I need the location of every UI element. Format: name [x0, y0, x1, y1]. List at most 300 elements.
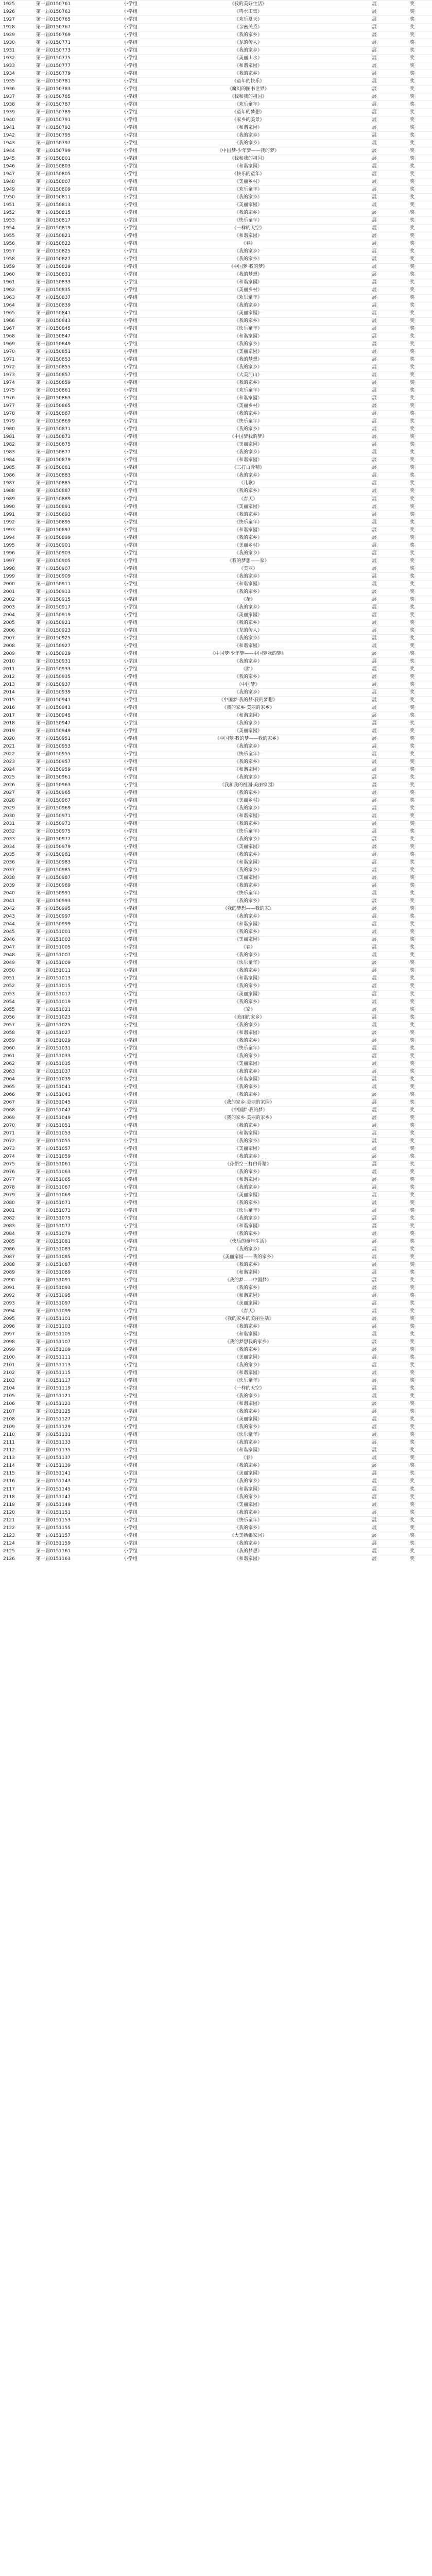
table-row [0, 1478, 432, 1485]
entry-code: 第一届0150935 [36, 673, 124, 681]
table-row [0, 596, 432, 604]
award-level: 展 [356, 944, 392, 952]
work-title: 《我的家乡》 [181, 1246, 315, 1253]
award-level: 展 [356, 248, 392, 256]
entry-code: 第一届0150873 [36, 433, 124, 441]
award-level: 展 [356, 797, 392, 805]
spacer-cell [315, 542, 356, 550]
entry-code: 第一届0150915 [36, 596, 124, 604]
award-level: 展 [356, 952, 392, 959]
award-type: 奖 [392, 751, 432, 758]
work-title: 《我的家乡》 [181, 952, 315, 959]
entry-code: 第一届0151055 [36, 1138, 124, 1145]
award-type: 奖 [392, 1478, 432, 1485]
table-row [0, 1447, 432, 1454]
work-title: 《我的家乡》 [181, 1346, 315, 1354]
award-level: 展 [356, 550, 392, 557]
group-label: 小学组 [124, 55, 181, 62]
award-level: 展 [356, 519, 392, 527]
award-level: 展 [356, 1022, 392, 1029]
spacer-cell [315, 588, 356, 596]
group-label: 小学组 [124, 867, 181, 874]
award-level: 展 [356, 24, 392, 31]
table-row [0, 797, 432, 805]
spacer-cell [315, 511, 356, 519]
group-label: 小学组 [124, 132, 181, 140]
entry-code: 第一届0150923 [36, 627, 124, 635]
award-level: 展 [356, 178, 392, 186]
award-type: 奖 [392, 116, 432, 124]
row-number: 1931 [0, 47, 36, 55]
work-title: 《美丽家园》 [181, 612, 315, 619]
row-number: 1991 [0, 511, 36, 519]
table-row [0, 317, 432, 325]
award-type: 奖 [392, 1501, 432, 1509]
row-number: 1960 [0, 271, 36, 279]
spacer-cell [315, 1540, 356, 1548]
award-level: 展 [356, 851, 392, 859]
entry-code: 第一届0150771 [36, 39, 124, 47]
row-number: 2098 [0, 1338, 36, 1346]
spacer-cell [315, 55, 356, 62]
table-row [0, 1083, 432, 1091]
table-row [0, 348, 432, 356]
entry-code: 第一届0150833 [36, 279, 124, 286]
work-title: 《和谐家园》 [181, 232, 315, 240]
entry-code: 第一届0150835 [36, 286, 124, 294]
table-row [0, 1076, 432, 1083]
entry-code: 第一届0151043 [36, 1091, 124, 1099]
award-level: 展 [356, 890, 392, 897]
award-level: 展 [356, 1153, 392, 1161]
award-type: 奖 [392, 16, 432, 24]
table-row [0, 1037, 432, 1045]
table-row [0, 62, 432, 70]
table-row [0, 890, 432, 897]
award-table-body [0, 1, 432, 1563]
group-label: 小学组 [124, 333, 181, 341]
work-title: 《我的家乡》 [181, 1184, 315, 1192]
work-title: 《快乐童年》 [181, 1045, 315, 1053]
work-title: 《春天》 [181, 496, 315, 503]
spacer-cell [315, 689, 356, 697]
work-title: 《美丽家园》 [181, 727, 315, 735]
award-level: 展 [356, 1230, 392, 1238]
group-label: 小学组 [124, 379, 181, 387]
work-title: 《我的家乡》 [181, 1393, 315, 1400]
row-number: 2022 [0, 751, 36, 758]
row-number: 1928 [0, 24, 36, 31]
award-type: 奖 [392, 341, 432, 348]
group-label: 小学组 [124, 464, 181, 472]
row-number: 1927 [0, 16, 36, 24]
group-label: 小学组 [124, 1, 181, 8]
spacer-cell [315, 93, 356, 101]
row-number: 1976 [0, 395, 36, 402]
spacer-cell [315, 371, 356, 379]
award-level: 展 [356, 70, 392, 78]
spacer-cell [315, 534, 356, 542]
award-type: 奖 [392, 39, 432, 47]
award-level: 展 [356, 557, 392, 565]
entry-code: 第一届0150855 [36, 364, 124, 371]
table-row [0, 697, 432, 704]
award-level: 展 [356, 650, 392, 658]
award-level: 展 [356, 727, 392, 735]
spacer-cell [315, 1354, 356, 1362]
group-label: 小学组 [124, 456, 181, 464]
award-level: 展 [356, 735, 392, 743]
row-number: 1974 [0, 379, 36, 387]
award-level: 展 [356, 1199, 392, 1207]
work-title: 《花》 [181, 596, 315, 604]
award-type: 奖 [392, 472, 432, 480]
award-type: 奖 [392, 681, 432, 689]
entry-code: 第一届0151105 [36, 1331, 124, 1338]
spacer-cell [315, 8, 356, 16]
award-type: 奖 [392, 1517, 432, 1524]
spacer-cell [315, 681, 356, 689]
entry-code: 第一届0151035 [36, 1060, 124, 1068]
group-label: 小学组 [124, 1509, 181, 1517]
award-type: 奖 [392, 596, 432, 604]
award-type: 奖 [392, 991, 432, 998]
award-type: 奖 [392, 209, 432, 217]
spacer-cell [315, 1494, 356, 1501]
group-label: 小学组 [124, 147, 181, 155]
entry-code: 第一届0150857 [36, 371, 124, 379]
group-label: 小学组 [124, 1261, 181, 1269]
award-type: 奖 [392, 1045, 432, 1053]
work-title: 《我的梦想——我的家》 [181, 905, 315, 913]
row-number: 1932 [0, 55, 36, 62]
table-row [0, 1091, 432, 1099]
row-number: 1938 [0, 101, 36, 109]
spacer-cell [315, 449, 356, 456]
award-level: 展 [356, 1323, 392, 1331]
table-row [0, 1548, 432, 1555]
row-number: 1937 [0, 93, 36, 101]
table-row [0, 147, 432, 155]
award-level: 展 [356, 1548, 392, 1555]
spacer-cell [315, 874, 356, 882]
award-type: 奖 [392, 333, 432, 341]
work-title: 《我的家乡》 [181, 673, 315, 681]
row-number: 2057 [0, 1022, 36, 1029]
table-row [0, 1161, 432, 1168]
award-type: 奖 [392, 132, 432, 140]
award-type: 奖 [392, 967, 432, 975]
group-label: 小学组 [124, 820, 181, 828]
table-row [0, 194, 432, 201]
group-label: 小学组 [124, 1494, 181, 1501]
work-title: 《我的家乡》 [181, 882, 315, 890]
spacer-cell [315, 1478, 356, 1485]
table-row [0, 1354, 432, 1362]
award-level: 展 [356, 426, 392, 433]
table-row [0, 867, 432, 874]
table-row [0, 1215, 432, 1223]
work-title: 《和谐家园》 [181, 1130, 315, 1138]
entry-code: 第一届0150813 [36, 201, 124, 209]
table-row [0, 433, 432, 441]
award-type: 奖 [392, 325, 432, 333]
award-type: 奖 [392, 766, 432, 774]
award-level: 展 [356, 371, 392, 379]
award-level: 展 [356, 356, 392, 364]
row-number: 2029 [0, 805, 36, 812]
group-label: 小学组 [124, 1184, 181, 1192]
award-type: 奖 [392, 1029, 432, 1037]
work-title: 《和谐家园》 [181, 62, 315, 70]
entry-code: 第一届0151151 [36, 1509, 124, 1517]
spacer-cell [315, 395, 356, 402]
award-type: 奖 [392, 194, 432, 201]
award-level: 展 [356, 464, 392, 472]
award-level: 展 [356, 805, 392, 812]
award-level: 展 [356, 1439, 392, 1447]
award-level: 展 [356, 905, 392, 913]
group-label: 小学组 [124, 534, 181, 542]
spacer-cell [315, 550, 356, 557]
row-number: 2101 [0, 1362, 36, 1369]
award-type: 奖 [392, 921, 432, 928]
entry-code: 第一届0150797 [36, 140, 124, 147]
work-title: 《我的家乡》 [181, 364, 315, 371]
award-type: 奖 [392, 1470, 432, 1478]
work-title: 《龙的传人》 [181, 39, 315, 47]
award-level: 展 [356, 348, 392, 356]
row-number: 2070 [0, 1122, 36, 1130]
row-number: 2012 [0, 673, 36, 681]
award-level: 展 [356, 1207, 392, 1215]
work-title: 《梦》 [181, 666, 315, 673]
award-type: 奖 [392, 1323, 432, 1331]
table-row [0, 248, 432, 256]
award-level: 展 [356, 1122, 392, 1130]
award-type: 奖 [392, 395, 432, 402]
table-row [0, 263, 432, 271]
table-row [0, 944, 432, 952]
entry-code: 第一届0150945 [36, 712, 124, 720]
group-label: 小学组 [124, 93, 181, 101]
award-level: 展 [356, 433, 392, 441]
entry-code: 第一届0151031 [36, 1045, 124, 1053]
group-label: 小学组 [124, 86, 181, 93]
work-title: 《我的家乡》 [181, 1524, 315, 1532]
group-label: 小学组 [124, 836, 181, 843]
award-level: 展 [356, 86, 392, 93]
row-number: 1984 [0, 456, 36, 464]
row-number: 1933 [0, 62, 36, 70]
table-row [0, 581, 432, 588]
award-type: 奖 [392, 70, 432, 78]
spacer-cell [315, 1, 356, 8]
row-number: 2002 [0, 596, 36, 604]
row-number: 1934 [0, 70, 36, 78]
work-title: 《我的家乡》 [181, 1494, 315, 1501]
entry-code: 第一届0151093 [36, 1284, 124, 1292]
work-title: 《我的家乡》 [181, 1138, 315, 1145]
spacer-cell [315, 1045, 356, 1053]
entry-code: 第一届0150967 [36, 797, 124, 805]
group-label: 小学组 [124, 642, 181, 650]
spacer-cell [315, 1315, 356, 1323]
spacer-cell [315, 109, 356, 116]
row-number: 2095 [0, 1315, 36, 1323]
spacer-cell [315, 379, 356, 387]
award-type: 奖 [392, 944, 432, 952]
table-row [0, 1207, 432, 1215]
row-number: 1939 [0, 109, 36, 116]
table-row [0, 959, 432, 967]
row-number: 1995 [0, 542, 36, 550]
group-label: 小学组 [124, 519, 181, 527]
award-level: 展 [356, 565, 392, 573]
spacer-cell [315, 820, 356, 828]
entry-code: 第一届0150963 [36, 782, 124, 789]
award-level: 展 [356, 1393, 392, 1400]
work-title: 《我的梦想》 [181, 356, 315, 364]
entry-code: 第一届0150889 [36, 496, 124, 503]
table-row [0, 666, 432, 673]
table-row [0, 991, 432, 998]
entry-code: 第一届0151107 [36, 1338, 124, 1346]
table-row [0, 371, 432, 379]
entry-code: 第一届0150913 [36, 588, 124, 596]
row-number: 1950 [0, 194, 36, 201]
table-row [0, 1060, 432, 1068]
spacer-cell [315, 263, 356, 271]
table-row [0, 310, 432, 317]
group-label: 小学组 [124, 1431, 181, 1439]
entry-code: 第一届0151051 [36, 1122, 124, 1130]
row-number: 1979 [0, 418, 36, 426]
work-title: 《我的家乡》 [181, 604, 315, 612]
table-row [0, 31, 432, 39]
table-row [0, 1238, 432, 1246]
group-label: 小学组 [124, 441, 181, 449]
row-number: 1980 [0, 426, 36, 433]
award-level: 展 [356, 627, 392, 635]
award-level: 展 [356, 1555, 392, 1563]
row-number: 2001 [0, 588, 36, 596]
table-row [0, 101, 432, 109]
spacer-cell [315, 317, 356, 325]
table-row [0, 921, 432, 928]
award-level: 展 [356, 441, 392, 449]
table-row [0, 1555, 432, 1563]
entry-code: 第一届0151111 [36, 1354, 124, 1362]
work-title: 《欢乐童年》 [181, 294, 315, 302]
table-row [0, 534, 432, 542]
entry-code: 第一届0150823 [36, 240, 124, 248]
award-type: 奖 [392, 874, 432, 882]
table-row [0, 967, 432, 975]
spacer-cell [315, 333, 356, 341]
spacer-cell [315, 720, 356, 727]
work-title: 《我的家乡》 [181, 1509, 315, 1517]
row-number: 2020 [0, 735, 36, 743]
award-level: 展 [356, 1354, 392, 1362]
entry-code: 第一届0151115 [36, 1369, 124, 1377]
award-type: 奖 [392, 1354, 432, 1362]
row-number: 2123 [0, 1532, 36, 1540]
work-title: 《和谐家园》 [181, 1369, 315, 1377]
group-label: 小学组 [124, 426, 181, 433]
row-number: 2018 [0, 720, 36, 727]
entry-code: 第一届0150985 [36, 867, 124, 874]
award-level: 展 [356, 217, 392, 225]
table-row [0, 673, 432, 681]
award-level: 展 [356, 712, 392, 720]
group-label: 小学组 [124, 666, 181, 673]
award-type: 奖 [392, 959, 432, 967]
award-type: 奖 [392, 1300, 432, 1308]
award-level: 展 [356, 132, 392, 140]
award-level: 展 [356, 1300, 392, 1308]
entry-code: 第一届0150893 [36, 511, 124, 519]
spacer-cell [315, 1122, 356, 1130]
table-row [0, 843, 432, 851]
award-level: 展 [356, 689, 392, 697]
award-level: 展 [356, 124, 392, 132]
award-type: 奖 [392, 310, 432, 317]
spacer-cell [315, 1400, 356, 1408]
award-type: 奖 [392, 147, 432, 155]
award-level: 展 [356, 867, 392, 874]
award-type: 奖 [392, 1393, 432, 1400]
work-title: 《我的家乡》 [181, 410, 315, 418]
entry-code: 第一届0151113 [36, 1362, 124, 1369]
row-number: 1958 [0, 256, 36, 263]
group-label: 小学组 [124, 1099, 181, 1107]
work-title: 《美丽家园》 [181, 936, 315, 944]
row-number: 2113 [0, 1454, 36, 1462]
row-number: 2032 [0, 828, 36, 836]
table-row [0, 774, 432, 782]
group-label: 小学组 [124, 766, 181, 774]
award-level: 展 [356, 1377, 392, 1385]
work-title: 《我的家乡》 [181, 1284, 315, 1292]
row-number: 1986 [0, 472, 36, 480]
entry-code: 第一届0151153 [36, 1517, 124, 1524]
table-row [0, 897, 432, 905]
award-level: 展 [356, 588, 392, 596]
table-row [0, 1400, 432, 1408]
spacer-cell [315, 1300, 356, 1308]
group-label: 小学组 [124, 1161, 181, 1168]
entry-code: 第一届0150865 [36, 402, 124, 410]
table-row [0, 441, 432, 449]
entry-code: 第一届0150941 [36, 697, 124, 704]
work-title: 《我的家乡》 [181, 194, 315, 201]
spacer-cell [315, 1138, 356, 1145]
award-type: 奖 [392, 743, 432, 751]
group-label: 小学组 [124, 402, 181, 410]
entry-code: 第一届0150921 [36, 619, 124, 627]
award-level: 展 [356, 171, 392, 178]
group-label: 小学组 [124, 921, 181, 928]
award-type: 奖 [392, 410, 432, 418]
spacer-cell [315, 1261, 356, 1269]
group-label: 小学组 [124, 735, 181, 743]
entry-code: 第一届0151145 [36, 1486, 124, 1494]
group-label: 小学组 [124, 619, 181, 627]
work-title: 《我的家乡》 [181, 758, 315, 766]
work-title: 《三打白骨精》 [181, 464, 315, 472]
award-level: 展 [356, 511, 392, 519]
